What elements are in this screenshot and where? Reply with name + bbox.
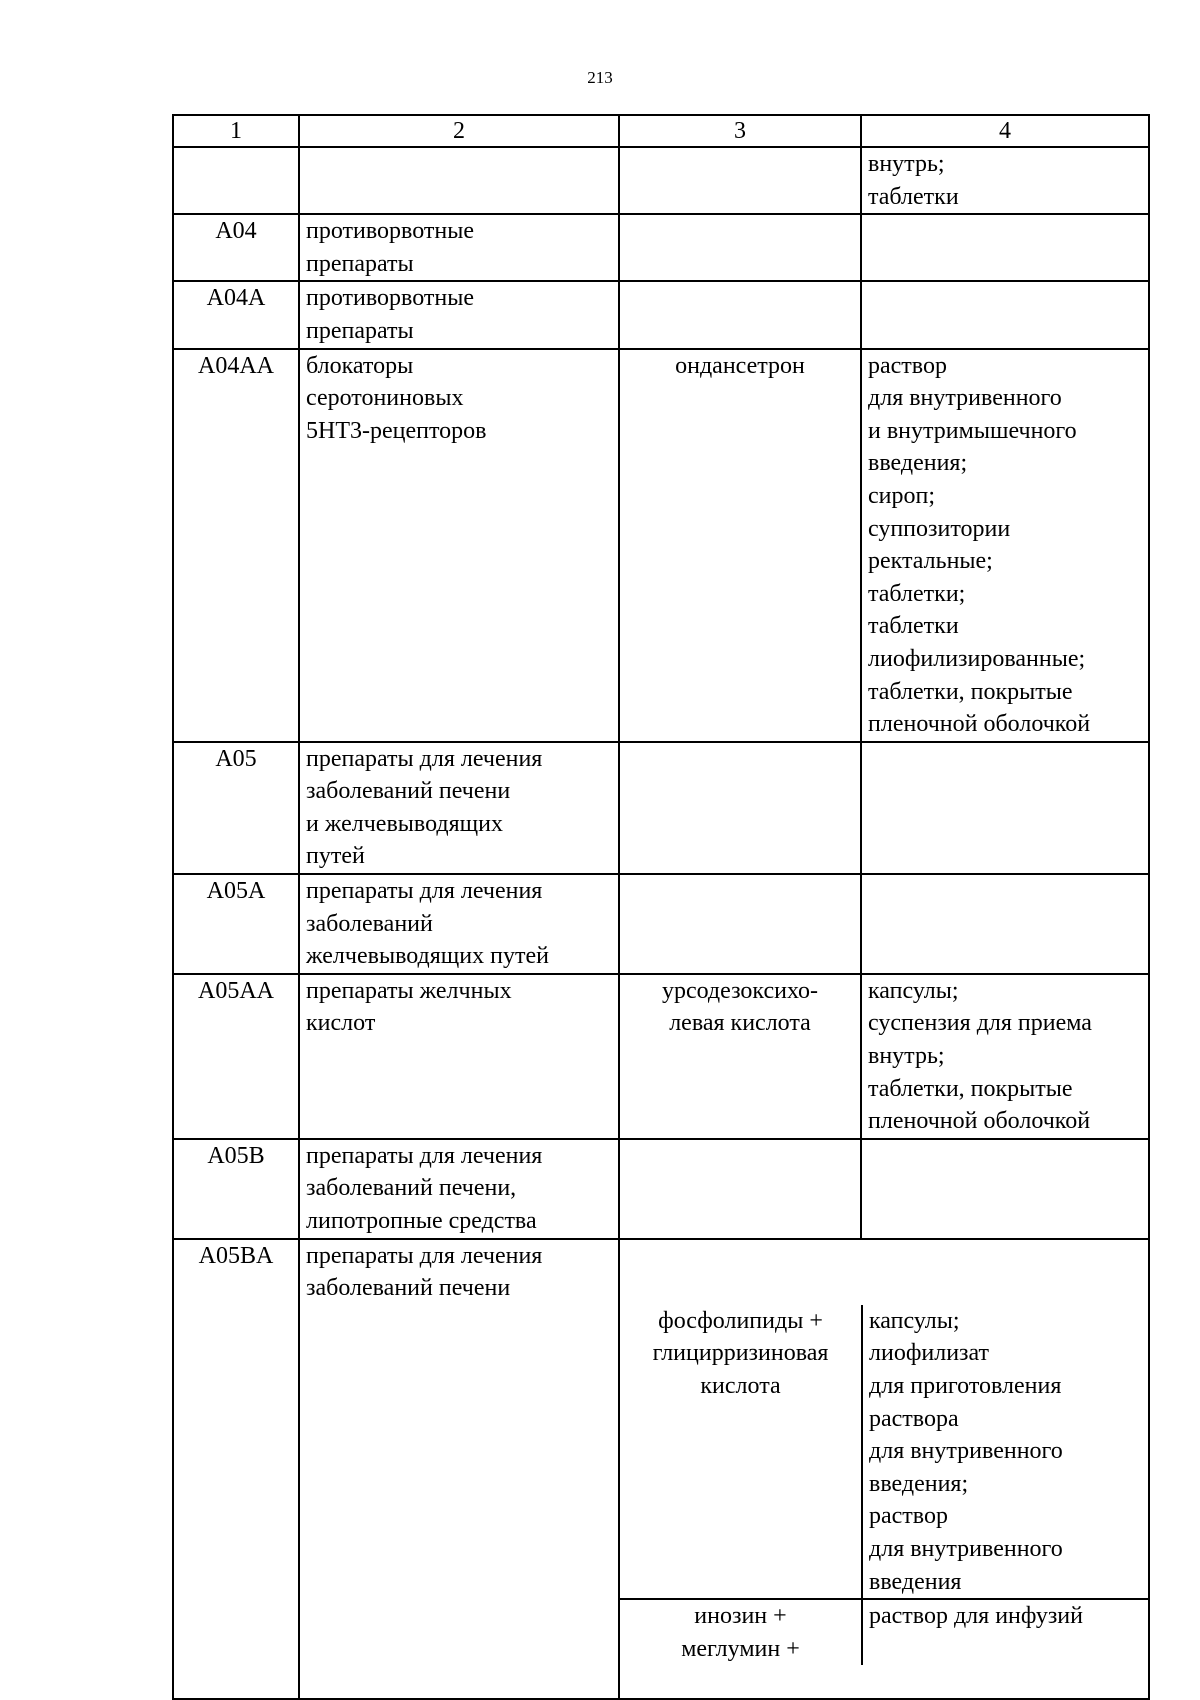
drug-cell: урсодезоксихо- левая кислота [619,974,861,1139]
table-row [173,742,1149,874]
drug-cell [619,1139,861,1239]
form-cell: раствор для инфузий [862,1599,1149,1665]
code-cell: A05BA [173,1239,299,1699]
group-cell: препараты для лечения заболеваний печени и желчевыводящих путей [299,742,619,874]
table-row [173,147,1149,214]
form-cell [861,1139,1149,1239]
table-row [173,281,1149,348]
table-row [173,1139,1149,1239]
group-cell: препараты для лечения заболеваний желчевыводящих путей [299,874,619,974]
code-cell: A05B [173,1139,299,1239]
group-cell [299,147,619,214]
form-cell: раствор для внутривенного и внутримышечного введения; сироп; суппозитории ректальные; таблетки; таблетки лиофилизированные; таблетки, покрытые пленочной оболочкой [861,349,1149,742]
page-number: 213 [587,68,613,87]
drug-table [172,114,1150,1700]
header-col-1: 1 [173,115,299,147]
table-header-row [173,115,1149,147]
drug-cell: инозин + меглумин + [620,1599,862,1665]
table-row [173,974,1149,1139]
subrows-table [620,1305,1149,1666]
code-cell: A04 [173,214,299,281]
form-cell [861,874,1149,974]
header-col-2: 2 [299,115,619,147]
code-cell: A04A [173,281,299,348]
drug-cell: фосфолипиды + глицирризиновая кислота [620,1305,862,1599]
code-cell: A04AA [173,349,299,742]
form-cell: капсулы; суспензия для приема внутрь; таблетки, покрытые пленочной оболочкой [861,974,1149,1139]
form-cell [861,281,1149,348]
form-cell: внутрь; таблетки [861,147,1149,214]
drug-cell [619,281,861,348]
sub-row [620,1599,1149,1665]
table-row [173,214,1149,281]
header-col-4: 4 [861,115,1149,147]
table-row [173,1239,1149,1699]
table-row [173,874,1149,974]
code-cell: A05AA [173,974,299,1139]
drug-cell [619,214,861,281]
group-cell: препараты желчных кислот [299,974,619,1139]
group-cell: противорвотные препараты [299,281,619,348]
form-cell [861,214,1149,281]
header-col-3: 3 [619,115,861,147]
drug-cell: ондансетрон [619,349,861,742]
code-cell: A05A [173,874,299,974]
group-cell: препараты для лечения заболеваний печени, липотропные средства [299,1139,619,1239]
sub-row [620,1305,1149,1599]
drug-cell [619,147,861,214]
drug-cell [619,874,861,974]
code-cell: A05 [173,742,299,874]
group-cell: препараты для лечения заболеваний печени [299,1239,619,1699]
code-cell [173,147,299,214]
subrows-cell [619,1239,1149,1699]
table-row [173,349,1149,742]
form-cell [861,742,1149,874]
drug-cell [619,742,861,874]
form-cell: капсулы; лиофилизат для приготовления раствора для внутривенного введения; раствор для внутривенного введения [862,1305,1149,1599]
group-cell: блокаторы серотониновых 5HT3-рецепторов [299,349,619,742]
group-cell: противорвотные препараты [299,214,619,281]
